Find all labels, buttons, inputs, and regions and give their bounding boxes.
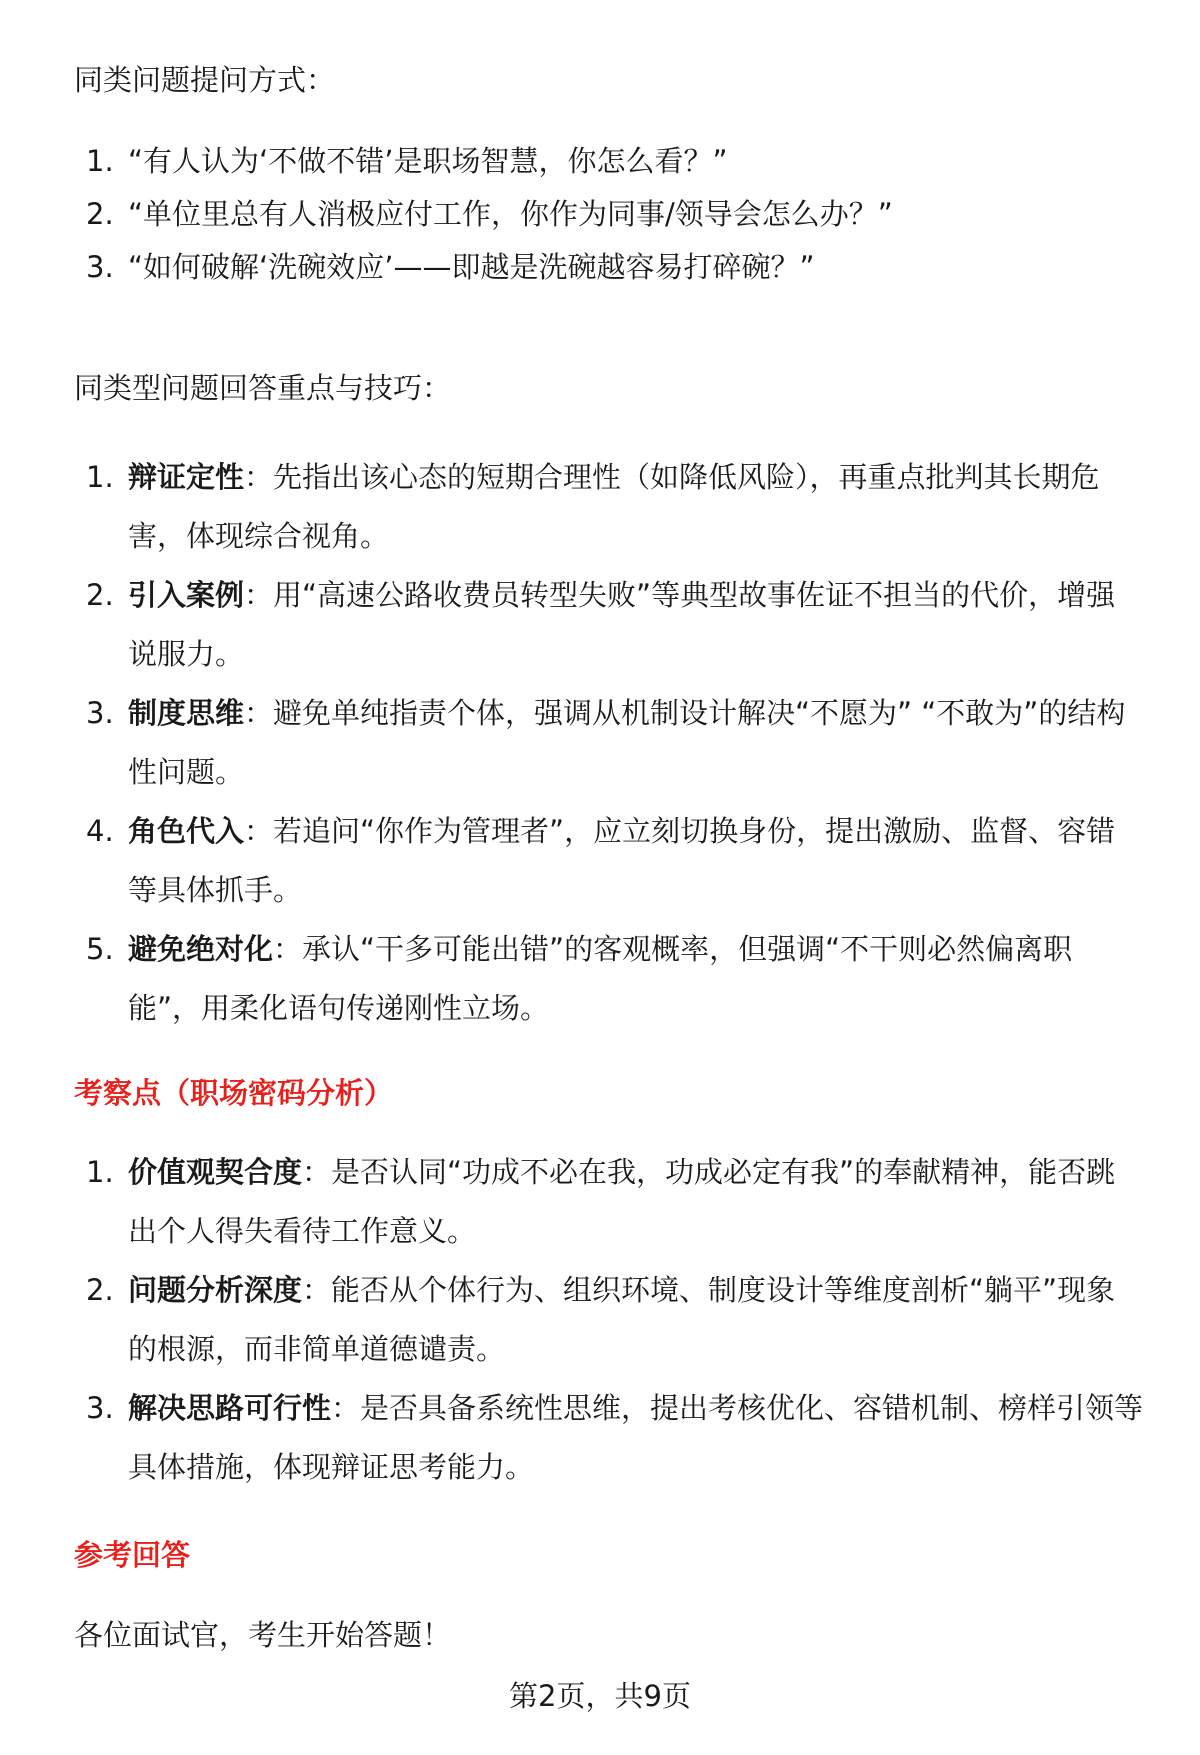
list-item-text: “单位里总有人消极应付工作，你作为同事/领导会怎么办？”	[128, 197, 893, 231]
list-number: 2.	[86, 578, 114, 612]
list-number: 5.	[86, 932, 114, 966]
list-number: 3.	[86, 696, 114, 730]
list-item-label: 解决思路可行性	[128, 1391, 332, 1425]
list-item	[74, 1379, 1144, 1497]
list-item-text: ：能否从个体行为、组织环境、制度设计等维度剖析“躺平”现象的根源，而非简单道德谴责。	[128, 1273, 1116, 1366]
reference-answer-title: 参考回答	[74, 1538, 191, 1572]
list-item	[74, 566, 1144, 684]
list-number: 2.	[86, 1273, 114, 1307]
list-item	[74, 802, 1144, 920]
answer-tips-heading: 同类型问题回答重点与技巧：	[74, 371, 452, 405]
list-item-text: ：用“高速公路收费员转型失败”等典型故事佐证不担当的代价，增强说服力。	[128, 578, 1116, 671]
list-item-text: “有人认为‘不做不错’是职场智慧，你怎么看？”	[128, 144, 728, 178]
list-number: 3.	[86, 1391, 114, 1425]
list-item	[74, 1261, 1144, 1379]
list-item	[74, 920, 1144, 1038]
exam-points-list	[74, 1143, 1144, 1497]
list-item	[74, 1143, 1144, 1261]
list-number: 1.	[86, 144, 114, 178]
list-number: 1.	[86, 460, 114, 494]
list-item-text: ：承认“干多可能出错”的客观概率，但强调“不干则必然偏离职能”，用柔化语句传递刚性立场。	[128, 932, 1073, 1025]
list-item-label: 辩证定性	[128, 460, 245, 494]
list-item	[74, 238, 1144, 297]
reference-answer-opening: 各位面试官，考生开始答题！	[74, 1618, 452, 1652]
list-item	[74, 448, 1144, 566]
list-item-text: “如何破解‘洗碗效应’——即越是洗碗越容易打碎碗？”	[128, 250, 815, 284]
exam-points-title: 考察点（职场密码分析）	[74, 1076, 394, 1110]
list-number: 3.	[86, 250, 114, 284]
list-item-text: ：是否认同“功成不必在我，功成必定有我”的奉献精神，能否跳出个人得失看待工作意义。	[128, 1155, 1116, 1248]
list-item	[74, 132, 1144, 191]
list-item	[74, 185, 1144, 244]
list-item	[74, 684, 1144, 802]
similar-questions-heading: 同类问题提问方式：	[74, 63, 336, 97]
answer-tips-list	[74, 448, 1144, 1038]
list-item-text: ：避免单纯指责个体，强调从机制设计解决“不愿为” “不敢为”的结构性问题。	[128, 696, 1126, 789]
list-number: 2.	[86, 197, 114, 231]
list-item-label: 制度思维	[128, 696, 245, 730]
list-item-label: 避免绝对化	[128, 932, 274, 966]
list-item-label: 价值观契合度	[128, 1155, 303, 1189]
list-number: 4.	[86, 814, 114, 848]
list-item-label: 角色代入	[128, 814, 245, 848]
page-number-footer: 第2页，共9页	[509, 1679, 691, 1713]
list-item-text: ：先指出该心态的短期合理性（如降低风险），再重点批判其长期危害，体现综合视角。	[128, 460, 1100, 553]
list-item-text: ：若追问“你作为管理者”，应立刻切换身份，提出激励、监督、容错等具体抓手。	[128, 814, 1116, 907]
list-number: 1.	[86, 1155, 114, 1189]
list-item-text: ：是否具备系统性思维，提出考核优化、容错机制、榜样引领等具体措施，体现辩证思考能力。	[128, 1391, 1144, 1484]
similar-questions-list	[74, 132, 1144, 297]
list-item-label: 引入案例	[128, 578, 245, 612]
list-item-label: 问题分析深度	[128, 1273, 303, 1307]
